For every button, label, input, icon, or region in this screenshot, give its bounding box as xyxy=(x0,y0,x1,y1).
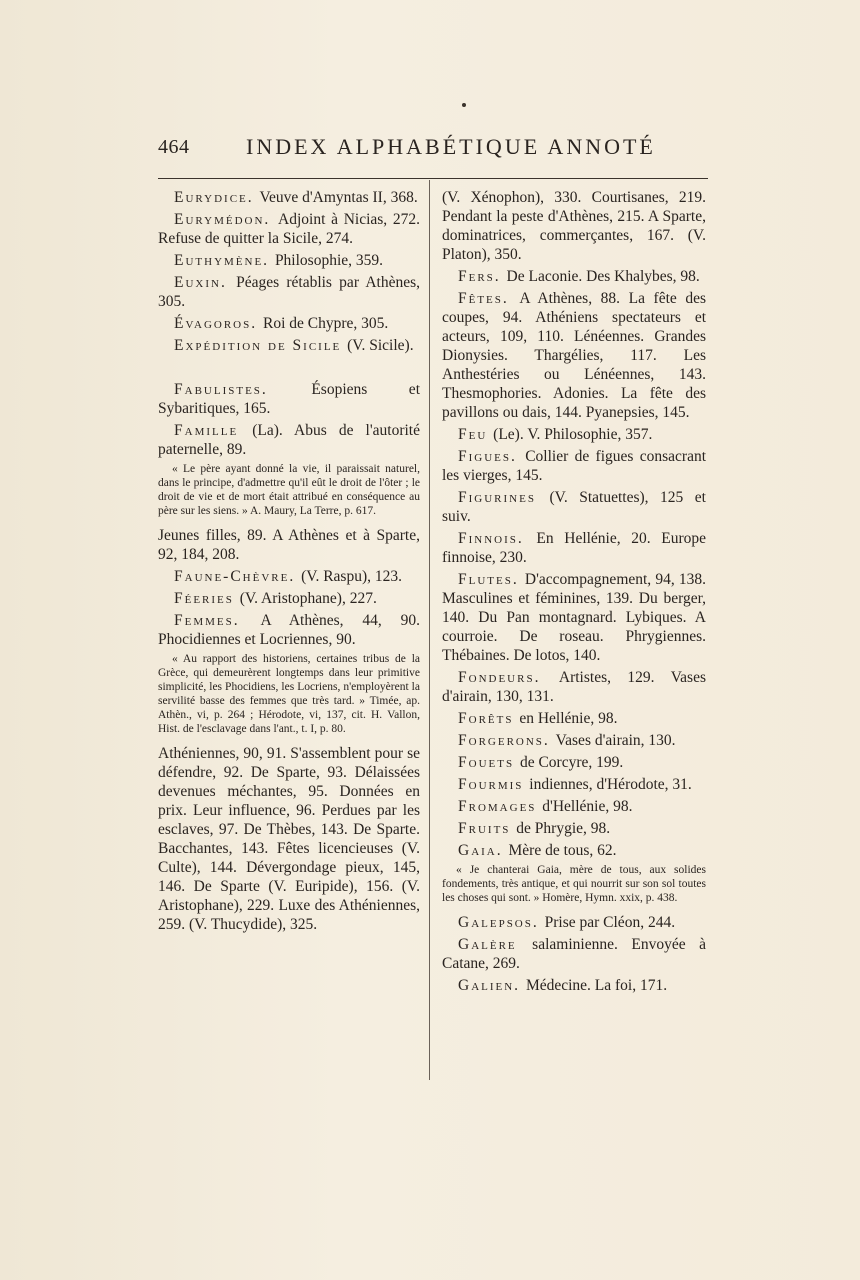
index-term: Galien. xyxy=(458,977,521,994)
index-entry xyxy=(442,841,706,860)
index-entry xyxy=(158,273,420,311)
index-entry xyxy=(158,251,420,270)
index-entry: (V. Xénophon), 330. Courtisanes, 219. Pendant la peste d'Athènes, 215. A Sparte, dominatrices, commerçantes, 167. (V. Platon), 350. xyxy=(442,189,706,263)
index-description: de Corcyre, 199. xyxy=(519,754,624,771)
index-term: Faune-Chèvre. xyxy=(174,568,296,585)
index-description: salaminienne. Envoyée à Catane, 269. xyxy=(442,936,706,972)
index-term: Eurydice. xyxy=(174,189,254,206)
index-term: Expédition de Sicile xyxy=(174,337,342,354)
index-term: Eurymédon. xyxy=(174,211,271,228)
index-term: Fabulistes. xyxy=(174,381,268,398)
index-term: Feu xyxy=(458,426,488,443)
index-quote: « Je chanterai Gaia, mère de tous, aux solides fondements, très antique, et qui nourrit sur son sol toutes les choses qui sont. » Homère, Hymn. xxix, p. 438. xyxy=(442,864,706,904)
column-divider xyxy=(429,180,430,1080)
running-title: INDEX ALPHABÉTIQUE ANNOTÉ xyxy=(246,134,656,159)
index-term: Fêtes. xyxy=(458,290,509,307)
index-term: Fourmis xyxy=(458,776,524,793)
index-entry xyxy=(158,611,420,649)
index-term: Finnois. xyxy=(458,530,524,547)
index-description: Médecine. La foi, 171. xyxy=(525,977,668,994)
index-entry xyxy=(442,731,706,750)
header-rule xyxy=(158,178,708,179)
index-description: Mère de tous, 62. xyxy=(508,842,617,859)
index-term: Féeries xyxy=(174,590,234,607)
index-entry xyxy=(442,935,706,973)
index-entry xyxy=(442,267,706,286)
index-description: En Hellénie, 20. Europe finnoise, 230. xyxy=(442,530,706,566)
index-description: A Athènes, 88. La fête des coupes, 94. Athéniens spectateurs et acteurs, 109, 110. Lénéennes. Grandes Dionysies. Thargélies, 117. Les Anthestéries ou Lénéennes, 143. Thesmophories. Adonies. La fête des pavillons ou dais, 144. Pyanepsies, 145. xyxy=(442,290,706,421)
index-description: Veuve d'Amyntas II, 368. xyxy=(259,189,418,206)
index-entry xyxy=(442,570,706,665)
index-term: Figues. xyxy=(458,448,517,465)
index-entry xyxy=(442,425,706,444)
index-term: Fouets xyxy=(458,754,515,771)
index-description: D'accompagnement, 94, 138. Masculines et féminines, 139. Du berger, 140. Du Pan montagnard. Lybiques. A courroie. De roseau. Phrygiennes. Thébaines. De lotos, 140. xyxy=(442,571,706,664)
index-description: (La). Abus de l'autorité paternelle, 89. xyxy=(158,422,420,458)
index-entry xyxy=(158,380,420,418)
right-column xyxy=(442,188,706,998)
index-entry xyxy=(442,447,706,485)
index-description: de Phrygie, 98. xyxy=(516,820,611,837)
index-description: Ésopiens et Sybaritiques, 165. xyxy=(158,381,420,417)
index-term: Flutes. xyxy=(458,571,519,588)
page-header xyxy=(158,132,708,166)
index-entry xyxy=(158,336,420,355)
index-entry xyxy=(442,976,706,995)
index-description: Adjoint à Nicias, 272. Refuse de quitter la Sicile, 274. xyxy=(158,211,421,247)
index-entry xyxy=(442,529,706,567)
index-description: A Athènes, 44, 90. Phocidiennes et Locriennes, 90. xyxy=(158,612,421,648)
index-entry xyxy=(442,797,706,816)
index-term: Forêts xyxy=(458,710,514,727)
index-term: Galepsos. xyxy=(458,914,539,931)
section-gap xyxy=(158,358,420,380)
index-quote: « Le père ayant donné la vie, il paraissait naturel, dans le principe, d'admettre qu'il eût le droit de l'ôter ; le droit de vie et de mort était attribué en conséquence au père sur les siens. » A. Maury, La Terre, p. 617. xyxy=(158,463,420,517)
index-description: Artistes, 129. Vases d'airain, 130, 131. xyxy=(442,669,706,705)
index-term: Fruits xyxy=(458,820,511,837)
page-number: 464 xyxy=(158,136,190,158)
index-description: (V. Statuettes), 125 et suiv. xyxy=(442,489,706,525)
index-description: Vases d'airain, 130. xyxy=(555,732,676,749)
index-entry xyxy=(158,567,420,586)
index-term: Fromages xyxy=(458,798,537,815)
index-entry xyxy=(158,188,420,207)
index-entry xyxy=(158,210,420,248)
index-description: Prise par Cléon, 244. xyxy=(544,914,676,931)
index-entry xyxy=(158,314,420,333)
index-description: Collier de figues consacrant les vierges, 145. xyxy=(442,448,707,484)
index-term: Euthymène. xyxy=(174,252,270,269)
index-term: Figurines xyxy=(458,489,536,506)
index-entry xyxy=(442,775,706,794)
index-term: Forgerons. xyxy=(458,732,550,749)
index-term: Femmes. xyxy=(174,612,240,629)
index-description: indiennes, d'Hérodote, 31. xyxy=(529,776,692,793)
ink-speck xyxy=(462,103,466,107)
index-entry xyxy=(442,709,706,728)
index-entry xyxy=(158,421,420,459)
index-term: Galère xyxy=(458,936,517,953)
index-entry xyxy=(442,488,706,526)
index-description: d'Hellénie, 98. xyxy=(542,798,633,815)
index-entry xyxy=(442,668,706,706)
left-column xyxy=(158,188,420,937)
index-description: (V. Sicile). xyxy=(347,337,414,354)
index-description: Péages rétablis par Athènes, 305. xyxy=(158,274,421,310)
index-entry: Athéniennes, 90, 91. S'assemblent pour se défendre, 92. De Sparte, 93. Délaissées devenues méchantes, 95. Données en prix. Leur influence, 96. Perdues par les esclaves, 97. De Thèbes, 143. De Sparte. Bacchantes, 143. Fêtes licencieuses (V. Culte), 144. Dévergondage pieux, 145, 146. De Sparte (V. Euripide), 156. (V. Aristophane), 229. Luxe des Athéniennes, 259. (V. Thucydide), 325. xyxy=(158,745,420,933)
index-term: Gaia. xyxy=(458,842,503,859)
index-term: Fers. xyxy=(458,268,501,285)
index-description: De Laconie. Des Khalybes, 98. xyxy=(506,268,700,285)
index-description: Roi de Chypre, 305. xyxy=(262,315,389,332)
index-term: Euxin. xyxy=(174,274,227,291)
index-term: Famille xyxy=(174,422,239,439)
index-entry xyxy=(158,589,420,608)
index-description: Philosophie, 359. xyxy=(274,252,384,269)
index-term: Évagoros. xyxy=(174,315,258,332)
index-description: (V. Aristophane), 227. xyxy=(239,590,377,607)
index-quote: « Au rapport des historiens, certaines tribus de la Grèce, qui demeurèrent longtemps dans leur primitive simplicité, les Phocidiens, les Locriens, n'employèrent la servilité basse des femmes que très tard. » Timée, ap. Athèn., vi, p. 264 ; Hérodote, vi, 137, cit. H. Vallon, Hist. de l'esclavage dans l'ant., t. I, p. 80. xyxy=(158,653,420,735)
index-entry xyxy=(442,913,706,932)
index-description: (V. Raspu), 123. xyxy=(301,568,402,585)
index-entry: Jeunes filles, 89. A Athènes et à Sparte, 92, 184, 208. xyxy=(158,527,420,563)
index-entry xyxy=(442,289,706,422)
index-description: (Le). V. Philosophie, 357. xyxy=(493,426,653,443)
index-entry xyxy=(442,753,706,772)
index-entry xyxy=(442,819,706,838)
index-description: en Hellénie, 98. xyxy=(519,710,618,727)
index-term: Fondeurs. xyxy=(458,669,541,686)
